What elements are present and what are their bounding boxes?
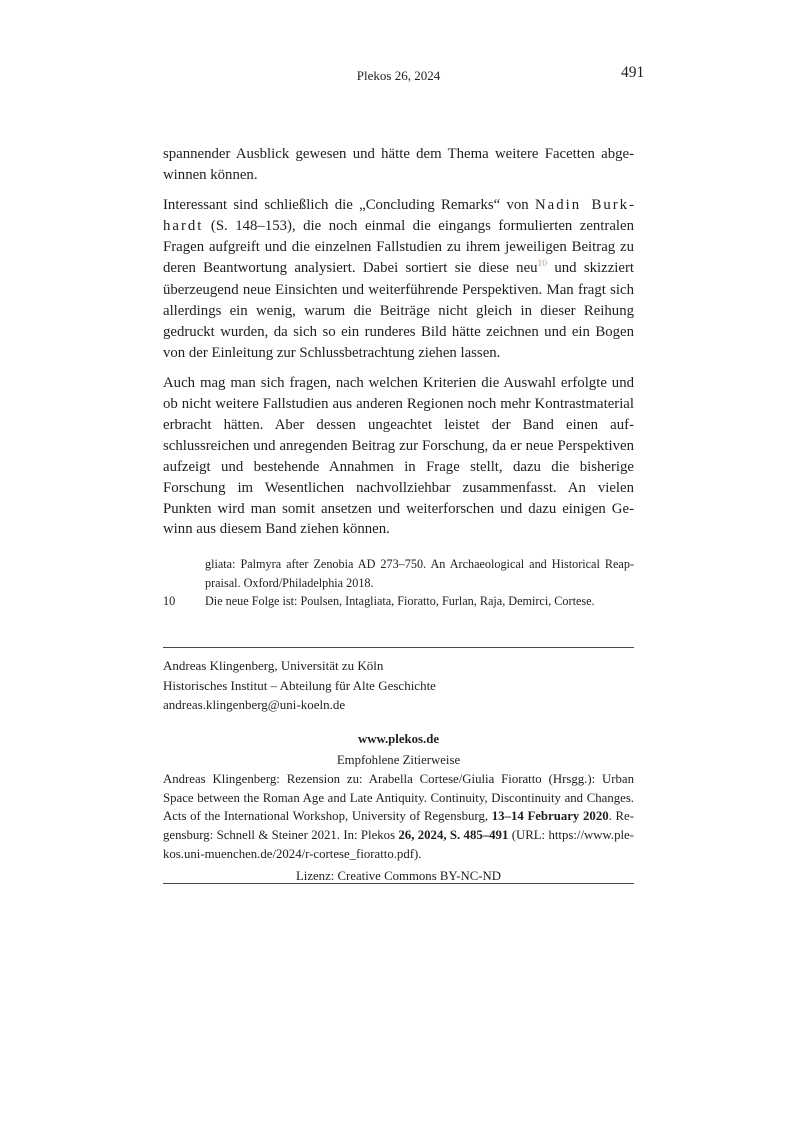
editor-name-spaced: Nadin Burkhardt xyxy=(163,196,634,234)
body-paragraph-3: Auch mag man sich fragen, nach welchen Kriterien die Auswahl erfolgte und ob nicht weitere Fallstudien aus anderen Regionen noch mehr Kontrastmaterial erbracht hätten. Aber dessen ungeachtet leistet der Band einen aufschlussreichen und anregenden Beitrag zur Forschung, da er neue Perspektiven aufzeigt und bestehende Annahmen in Frage stellt, dazu die bisherige Forschung im Wesentlichen nachvollziehbar zusammenfasst. An vielen Punkten wird man somit ansetzen und weiterforschen und dazu einigen Gewinn aus diesem Band ziehen können. xyxy=(163,375,634,538)
author-divider xyxy=(163,647,634,648)
footnote-10-number: 10 xyxy=(163,594,176,609)
text-segment: und skizziert überzeugend neue Einsichten und weiterführende Perspektiven. Man fragt sich allerdings ein wenig, warum die Beiträge nicht gleich in dieser Reihung gedruckt wurden, da sich so ein runderes Bild hätte zeichnen und ein Bogen von der Einleitung zur Schlussbetrachtung ziehen lassen. xyxy=(163,259,634,362)
text-segment: ). xyxy=(413,846,422,861)
citation-text xyxy=(163,770,634,863)
body-paragraph-2 xyxy=(163,195,634,364)
page-number: 491 xyxy=(621,64,645,81)
footnote-10-text: Die neue Folge ist: Poulsen, Intagliata, Fioratto, Furlan, Raja, Demirci, Cortese. xyxy=(205,594,595,609)
body-paragraph-1: spannender Ausblick gewesen und hätte dem Thema weitere Facetten abgewinnen können. xyxy=(163,146,634,183)
text-segment: (URL: xyxy=(508,827,549,842)
running-head xyxy=(163,68,634,84)
text-segment: . Regensburg: Schnell & Steiner 2021. In: Plekos xyxy=(163,809,635,842)
bottom-divider xyxy=(163,883,634,884)
footnote-continuation: gliata: Palmyra after Zenobia AD 273–750. An Archaeological and Historical Reappraisal. Oxford/Philadelphia 2018. xyxy=(205,557,634,590)
author-email[interactable]: andreas.klingenberg@uni-koeln.de xyxy=(163,697,346,712)
license-note: Lizenz: Creative Commons BY-NC-ND xyxy=(295,869,502,884)
footnotes-block xyxy=(163,555,634,611)
review-body xyxy=(163,144,634,540)
citation-block xyxy=(163,730,634,886)
author-institute: Historisches Institut – Abteilung für Alte Geschichte xyxy=(163,677,436,693)
citation-url[interactable]: https://www.plekos.uni-muenchen.de/2024/r-cortese_fioratto.pdf xyxy=(163,827,634,861)
footnote-ref-10[interactable]: 10 xyxy=(537,259,548,270)
text-segment: (S. 148–153), die noch einmal die eingangs formulierten zentralen Fragen aufgreift und die einzelnen Fallstudien zu ihrem jeweiligen Beitrag zu deren Beantwortung analysiert. Dabei sortiert sie diese neu xyxy=(163,217,634,276)
volume-pages: 26, 2024, S. 485–491 xyxy=(398,827,509,842)
journal-site-url: www.plekos.de xyxy=(357,732,440,746)
text-segment: Interessant sind schließlich die „Concluding Remarks“ von xyxy=(163,196,535,213)
citation-heading: Empfohlene Zitierweise xyxy=(336,753,461,768)
workshop-date: 13–14 February 2020 xyxy=(491,809,609,824)
author-name-affiliation: Andreas Klingenberg, Universität zu Köln xyxy=(163,658,384,673)
text-segment: Andreas Klingenberg: Rezension zu: Arabella Cortese/Giulia Fioratto (Hrsgg.): Urban Space between the Roman Age and Late Antiquity. Continuity, Discontinuity and Changes. Acts of the International Workshop, University of Regensburg, xyxy=(163,772,634,824)
running-head-journal: Plekos 26, 2024 xyxy=(356,68,441,83)
author-block xyxy=(163,656,634,715)
footnote-10 xyxy=(163,592,634,611)
